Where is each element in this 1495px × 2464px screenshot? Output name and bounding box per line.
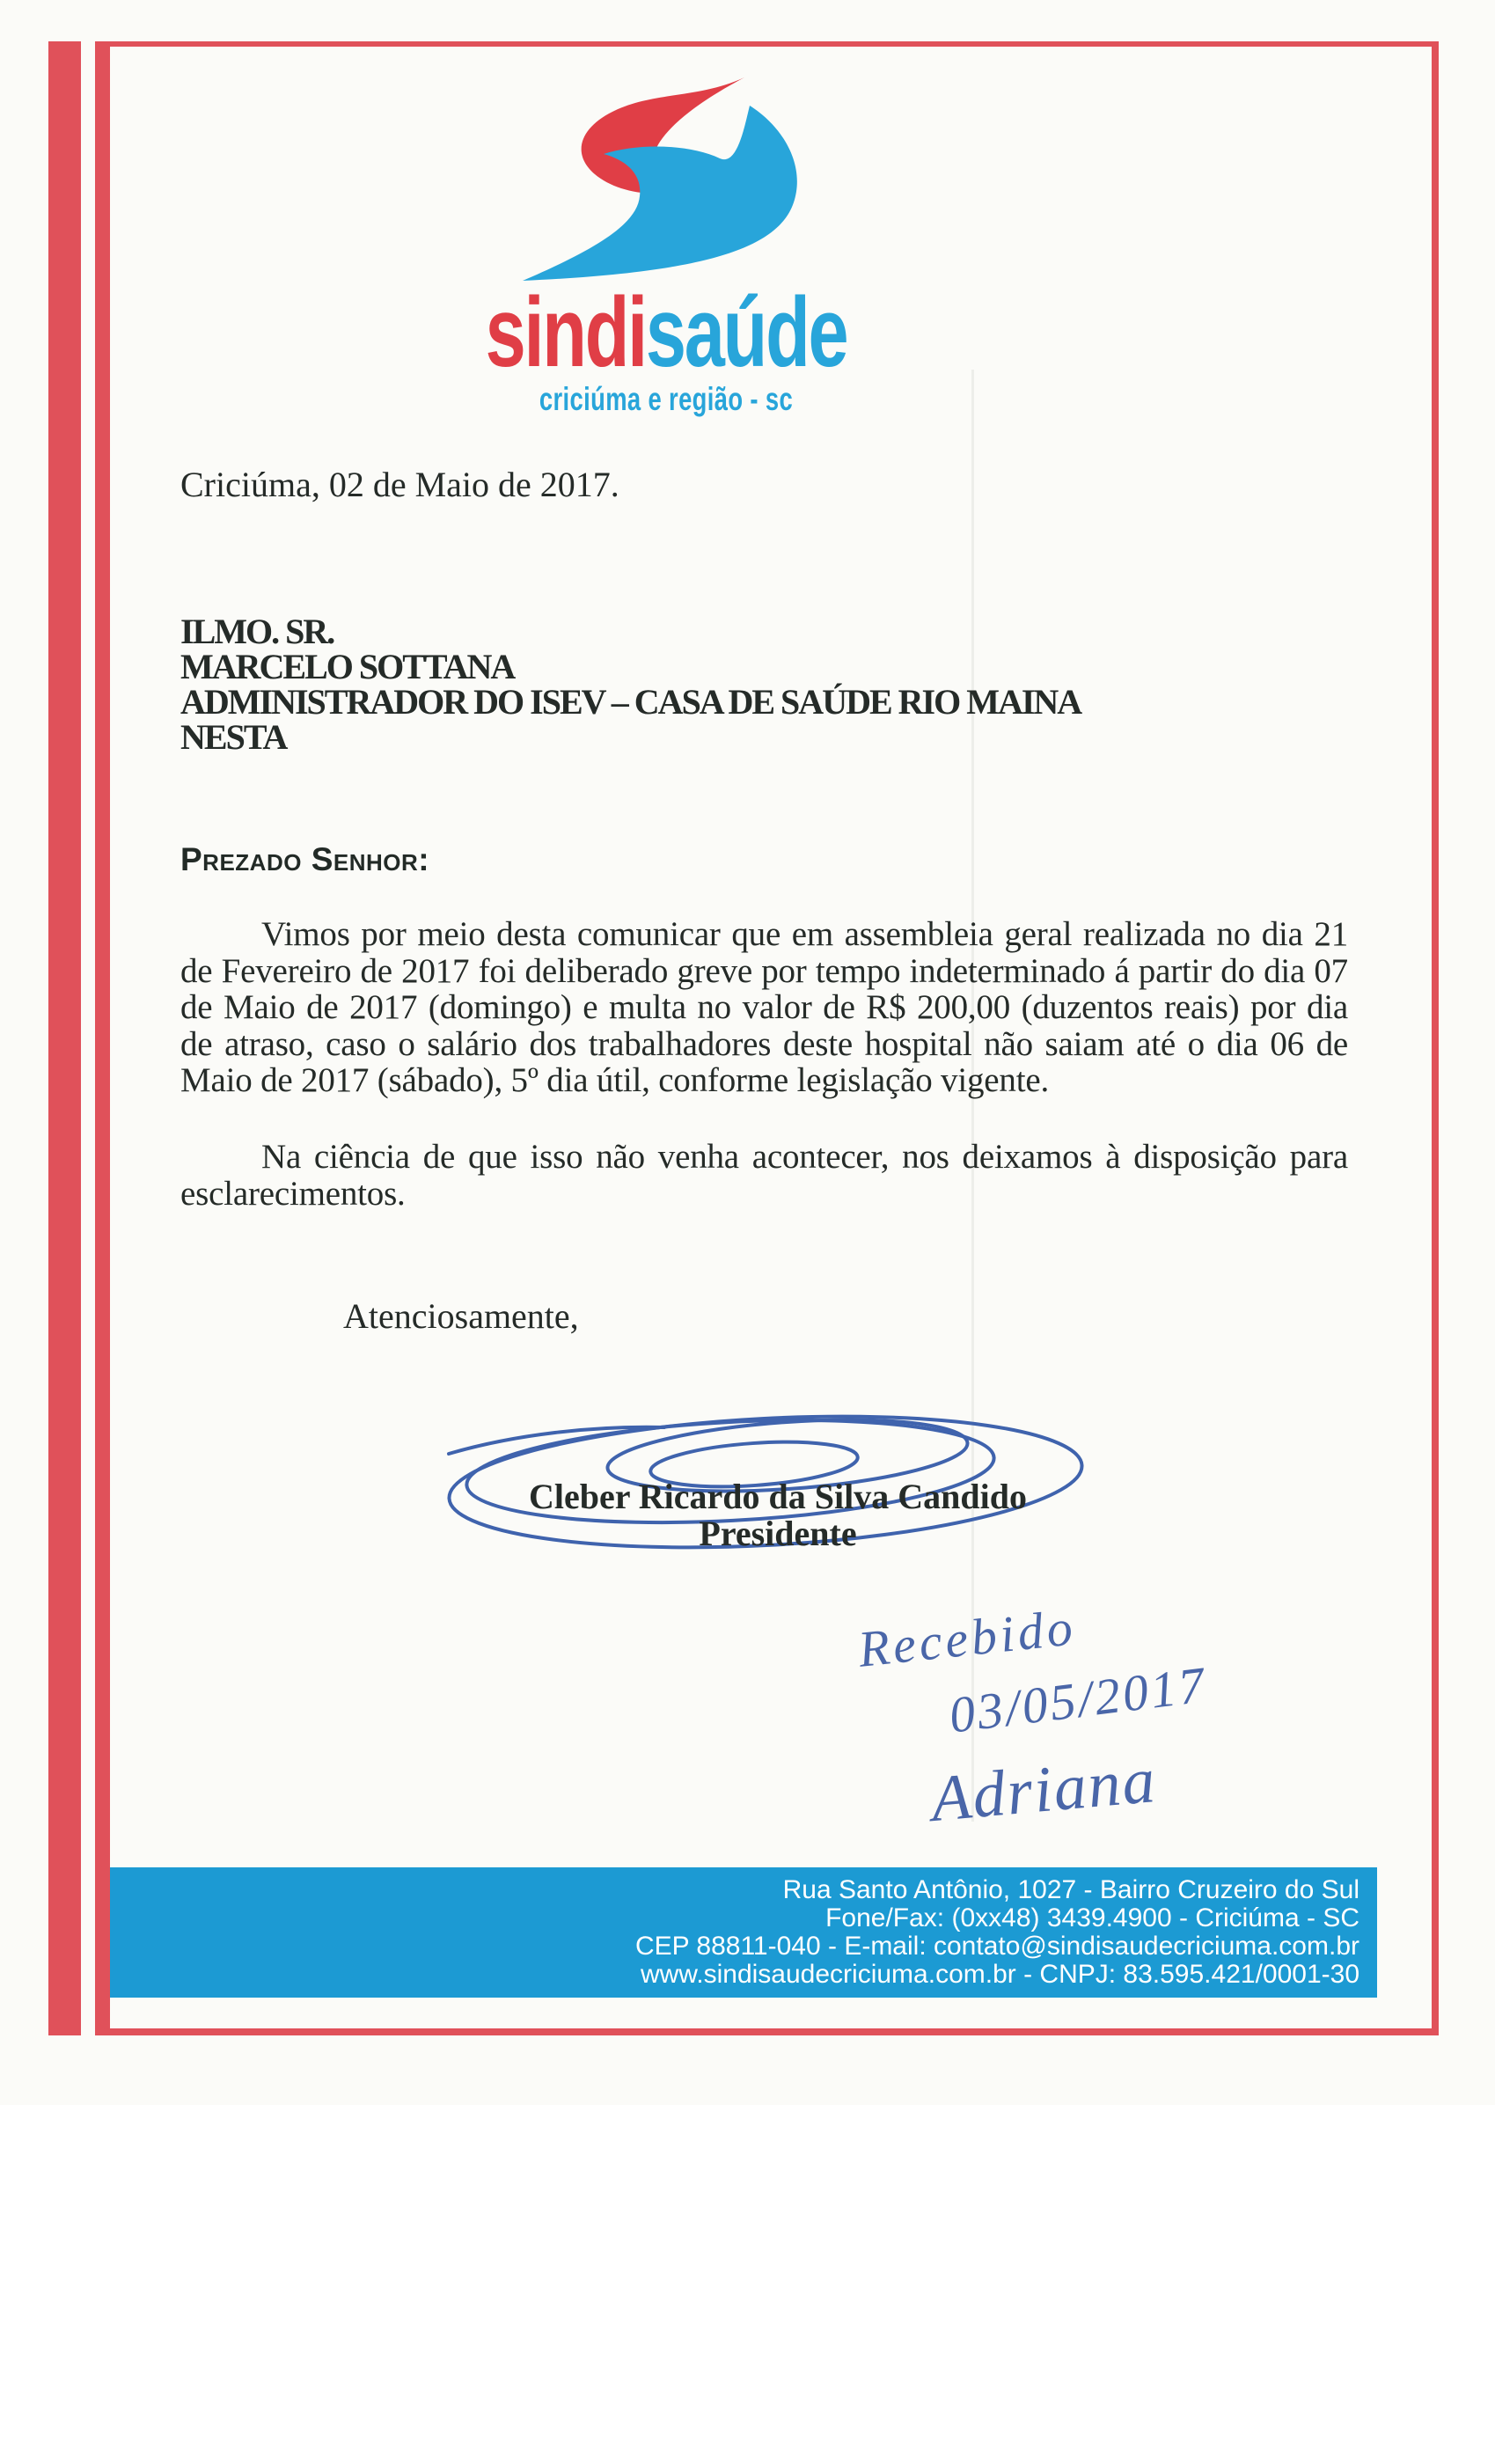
footer-line-email: CEP 88811-040 - E-mail: contato@sindisaudecriciuma.com.br (634, 1932, 1359, 1961)
recipient-line: ADMINISTRADOR DO ISEV – CASA DE SAÚDE RIO MAINA (180, 682, 1081, 722)
footer-line-address: Rua Santo Antônio, 1027 - Bairro Cruzeiro do Sul (782, 1875, 1359, 1904)
handwritten-received-date: 03/05/2017 (946, 1655, 1211, 1744)
border-left-band (48, 41, 81, 2035)
logo-brand-blue: saúde (645, 277, 847, 387)
sindisaude-swoosh-icon (514, 76, 818, 282)
body-paragraph-1: Vimos por meio desta comunicar que em assembleia geral realizada no dia 21 de Fevereiro de 2017 foi deliberado greve por tempo indeterminado á partir do dia 07 de Maio de 2017 (domingo) e multa no valor de R$ 200,00 (duzentos reais) por dia de atraso, caso o salário dos trabalhadores deste hospital não saiam até o dia 06 de Maio de 2017 (sábado), 5º dia útil, conforme legislação vigente. (180, 915, 1348, 1099)
recipient-line: NESTA (180, 717, 287, 757)
recipient-line: MARCELO SOTTANA (180, 647, 515, 686)
logo-wordmark (438, 277, 894, 417)
logo-brand-red: sindi (485, 277, 646, 387)
footer-address-bar (110, 1867, 1377, 1998)
recipient-block (180, 614, 1081, 755)
footer-line-phone: Fone/Fax: (0xx48) 3439.4900 - Criciúma - SC (825, 1903, 1359, 1932)
footer-line-website-cnpj: www.sindisaudecriciuma.com.br - CNPJ: 83.595.421/0001-30 (640, 1960, 1359, 1989)
signer-name: Cleber Ricardo da Silva Candido (529, 1477, 1027, 1516)
body-paragraph-2: Na ciência de que isso não venha acontecer, nos deixamos à disposição para esclarecimentos. (180, 1138, 1348, 1213)
signature-block (470, 1478, 1086, 1552)
logo-brand-text (438, 277, 894, 387)
closing-line: Atenciosamente, (343, 1296, 579, 1336)
letter-date: Criciúma, 02 de Maio de 2017. (180, 465, 619, 504)
recipient-line: ILMO. SR. (180, 612, 334, 651)
signer-title: Presidente (699, 1514, 857, 1553)
handwritten-signature: Adriana (927, 1743, 1160, 1837)
handwritten-received-label: Recebido (855, 1598, 1079, 1678)
logo-tagline: criciúma e região - sc (539, 381, 794, 417)
salutation: Prezado Senhor: (180, 841, 430, 877)
